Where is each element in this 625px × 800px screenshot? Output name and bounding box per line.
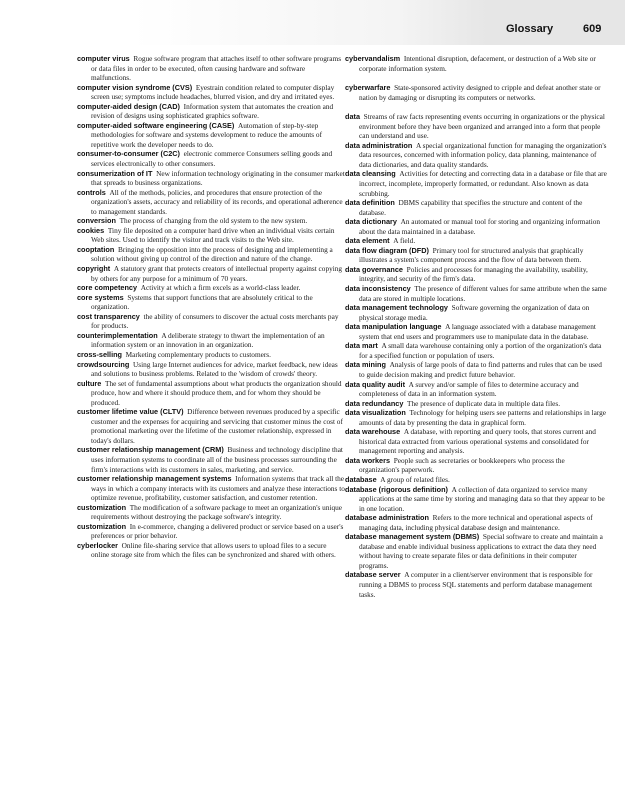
glossary-entry [345,360,607,379]
glossary-term: cookies [77,225,105,235]
glossary-entry [77,360,345,379]
glossary-entry [77,169,345,188]
glossary-entry [77,407,345,445]
glossary-definition: Special software to create and maintain a database and enable individual business applications to extract the data they need without having to create separate files or data definitions in their computer programs. [359,532,603,570]
glossary-definition: Refers to the more technical and operational aspects of managing data, including physical database design and maintenance. [359,513,593,532]
glossary-entry [345,217,607,236]
glossary-definition: Online file-sharing service that allows users to upload files to a secure online storage site from which the files can be synchronized and shared with others. [91,540,336,560]
glossary-term: customer relationship management systems [77,474,232,484]
glossary-definition: Systems that support functions that are absolutely critical to the organization. [91,292,313,312]
glossary-term: computer virus [77,54,130,63]
glossary-definition: Activity at which a firm excels as a world-class leader. [140,283,301,293]
glossary-entry [345,83,607,102]
glossary-definition: Software governing the organization of data on physical storage media. [359,303,590,322]
glossary-definition: electronic commerce Consumers selling goods and services electronically to other consumers. [91,149,333,169]
glossary-definition: The process of changing from the old system to the new system. [119,216,308,226]
glossary-term: computer-aided design (CAD) [77,101,180,111]
glossary-definition: A survey and/or sample of files to determine accuracy and completeness of data in an information system. [359,379,579,399]
glossary-entry [345,456,607,475]
glossary-term: cost transparency [77,311,140,321]
glossary-entry [77,83,345,102]
glossary-entry [345,408,607,427]
glossary-entry [77,188,345,217]
glossary-entry [345,513,607,532]
glossary-term: culture [77,378,102,388]
glossary-term: data governance [345,264,403,274]
glossary-term: database management system (DBMS) [345,532,480,542]
glossary-term: data warehouse [345,427,401,437]
glossary-entry [77,379,345,408]
glossary-definition: A collection of data organized to service many applications at the same time by storing and managing data so that they appear to be in one location. [359,484,605,513]
right-glossary-column [345,54,607,599]
glossary-definition: Marketing complementary products to customers. [125,349,271,359]
section-title: Glossary [506,23,554,35]
glossary-entry [77,216,345,226]
glossary-definition: The presence of duplicate data in multiple data files. [407,398,561,408]
glossary-definition: Technology for helping users see patterns and relationships in large amounts of data by presenting the data in graphical form. [359,408,607,427]
glossary-entry [77,522,345,541]
glossary-definition: Business and technology discipline that uses information systems to coordinate all of the business processes surrounding the firm's interactions with its customers in sales, marketing, and service. [91,445,343,474]
glossary-definition: A deliberate strategy to thwart the implementation of an information system or an innovation in an organization. [91,330,325,350]
glossary-definition: Using large Internet audiences for advice, market feedback, new ideas and solutions to business problems. Related to the 'wisdom of crowds' theory. [91,359,338,379]
glossary-entry [77,102,345,121]
glossary-entry [77,541,345,560]
glossary-term: customization [77,502,127,512]
glossary-definition: A special organizational function for managing the organization's data resources, concerned with information policy, data planning, maintenance of data dictionaries, and data quality standards. [359,140,607,169]
glossary-entry [345,380,607,399]
glossary-entry [77,474,345,503]
glossary-term: customer lifetime value (CLTV) [77,407,184,417]
glossary-term: controls [77,187,106,197]
glossary-term: data management technology [345,303,448,313]
glossary-term: data redundancy [345,398,404,408]
glossary-entry [77,149,345,168]
glossary-term: data workers [345,455,391,465]
glossary-entry [345,246,607,265]
glossary-term: data quality audit [345,379,406,389]
glossary-term: data cleansing [345,169,396,179]
glossary-term: data mart [345,341,378,351]
glossary-definition: All of the methods, policies, and procedures that ensure protection of the organization's assets, accuracy and reliability of its records, and operational adherence to management standards. [91,187,343,216]
glossary-term: cross-selling [77,349,123,359]
glossary-term: data administration [345,140,413,150]
glossary-term: core systems [77,292,124,302]
glossary-definition: A language associated with a database management system that end users and programmers use to manipulate data in the database. [359,322,596,341]
glossary-entry [345,169,607,198]
glossary-definition: Rogue software program that attaches itself to other software programs or data files in order to be executed, often causing hardware and software malfunctions. [91,54,342,83]
glossary-definition: A small data warehouse containing only a portion of the organization's data for a specified function or population of users. [359,341,602,360]
glossary-term: computer vision syndrome (CVS) [77,82,193,92]
glossary-entry [77,54,345,83]
glossary-term: data mining [345,360,386,370]
glossary-term: customer relationship management (CRM) [77,445,224,455]
glossary-term: consumer-to-consumer (C2C) [77,149,180,159]
glossary-definition: A computer in a client/server environment that is responsible for running a DBMS to process SQL statements and perform database management tasks. [359,570,593,599]
glossary-entry [345,475,607,485]
glossary-definition: The presence of different values for same attribute when the same data are stored in multiple locations. [359,284,607,303]
glossary-entry [77,350,345,360]
glossary-definition: Bringing the opposition into the process of designing and implementing a solution without giving up control of the direction and nature of the change. [91,244,333,264]
glossary-term: computer-aided software engineering (CASE) [77,120,235,130]
glossary-term: cooptation [77,244,115,254]
glossary-term: counterimplementation [77,330,158,340]
glossary-definition: Streams of raw facts representing events occurring in organizations or the physical environment before they have been organized and arranged into a form that people can understand and use. [359,112,605,141]
glossary-definition: Eyestrain condition related to computer display screen use; symptoms include headaches, blurred vision, and dry and irritated eyes. [91,82,335,102]
glossary-entry [345,341,607,360]
glossary-definition: Activities for detecting and correcting data in a database or file that are incorrect, incomplete, improperly formatted, or redundant. Also known as data scrubbing. [359,169,607,198]
left-glossary-column [77,54,345,560]
glossary-term: copyright [77,264,111,274]
glossary-entry [345,532,607,570]
glossary-definition: Intentional disruption, defacement, or destruction of a Web site or corporate information system. [359,54,596,73]
glossary-term: cyberwarfare [345,83,391,93]
glossary-entry [345,198,607,217]
glossary-term: database (rigorous definition) [345,484,448,494]
glossary-definition: Information systems that track all the ways in which a company interacts with its customers and analyze these interactions to optimize revenue, profitability, customer satisfaction, and customer retention. [91,474,345,503]
glossary-term: customization [77,521,127,531]
glossary-definition: the ability of consumers to discover the actual costs merchants pay for products. [91,311,339,331]
glossary-term: data visualization [345,408,406,418]
glossary-entry [345,399,607,409]
glossary-entry [345,284,607,303]
glossary-definition: The modification of a software package to meet an organization's unique requirements without destroying the package software's integrity. [91,502,343,522]
glossary-definition: DBMS capability that specifies the structure and content of the database. [359,198,583,217]
glossary-definition: In e-commerce, changing a delivered product or service based on a user's preferences or prior behavior. [91,521,344,541]
glossary-term: data definition [345,198,395,208]
glossary-definition: Information system that automates the creation and revision of designs using sophisticated graphics software. [91,101,334,121]
glossary-entry [77,293,345,312]
glossary-definition: Tiny file deposited on a computer hard drive when an individual visits certain Web sites. Used to identify the visitor and track visits to the Web site. [91,225,335,245]
glossary-definition: A group of related files. [380,474,450,484]
glossary-entry [345,322,607,341]
glossary-entry [77,245,345,264]
glossary-definition: Analysis of large pools of data to find patterns and rules that can be used to guide decision making and predict future behavior. [359,360,602,379]
glossary-entry [77,445,345,474]
page-number: 609 [583,23,602,35]
glossary-entry [345,265,607,284]
glossary-entry [345,54,607,73]
glossary-term: database [345,474,377,484]
glossary-entry [345,427,607,456]
glossary-term: cybervandalism [345,54,401,63]
glossary-term: data [345,112,361,122]
glossary-term: database server [345,570,401,580]
glossary-entry [345,236,607,246]
glossary-definition: State-sponsored activity designed to cripple and defeat another state or nation by damaging or disrupting its computers or networks. [359,83,601,102]
glossary-term: data inconsistency [345,284,411,294]
glossary-term: data flow diagram (DFD) [345,245,429,255]
glossary-entry [77,226,345,245]
glossary-term: data element [345,236,390,246]
glossary-entry [345,112,607,141]
glossary-definition: An automated or manual tool for storing and organizing information about the data maintained in a database. [359,217,601,236]
glossary-entry [345,485,607,514]
glossary-definition: Primary tool for structured analysis that graphically illustrates a system's component process and the flow of data between them. [359,245,584,265]
glossary-entry [77,121,345,150]
glossary-term: data manipulation language [345,322,442,332]
glossary-term: crowdsourcing [77,359,130,369]
glossary-entry [345,141,607,170]
glossary-term: cyberlocker [77,540,118,550]
glossary-definition: A field. [393,236,416,246]
glossary-definition: Policies and processes for managing the availability, usability, integrity, and security of the firm's data. [359,264,588,284]
glossary-term: database administration [345,513,429,523]
glossary-entry [345,303,607,322]
glossary-entry [77,264,345,283]
glossary-definition: The set of fundamental assumptions about what products the organization should produce, how and where it should produce them, and for whom they should be produced. [91,378,342,407]
glossary-definition: New information technology originating in the consumer market that spreads to business organizations. [91,168,345,188]
glossary-definition: Difference between revenues produced by a specific customer and the expenses for acquiring and servicing that customer minus the cost of promotional marketing over the lifetime of the customer relationship, expressed in today's dollars. [91,407,343,445]
glossary-definition: Automation of step-by-step methodologies for software and systems development to reduce the amounts of repetitive work the developer needs to do. [91,120,323,149]
glossary-term: data dictionary [345,217,397,227]
glossary-definition: A database, with reporting and query tools, that stores current and historical data extracted from various operational systems and consolidated for management reporting and analysis. [359,427,596,456]
glossary-definition: A statutory grant that protects creators of intellectual property against copying by others for any purpose for a minimum of 70 years. [91,264,343,283]
glossary-entry [345,570,607,599]
glossary-term: consumerization of IT [77,168,153,178]
glossary-entry [77,283,345,293]
glossary-entry [77,503,345,522]
glossary-term: core competency [77,283,138,293]
glossary-entry [77,312,345,331]
glossary-definition: People such as secretaries or bookkeepers who process the organization's paperwork. [359,455,565,475]
glossary-entry [77,331,345,350]
glossary-term: conversion [77,216,116,226]
